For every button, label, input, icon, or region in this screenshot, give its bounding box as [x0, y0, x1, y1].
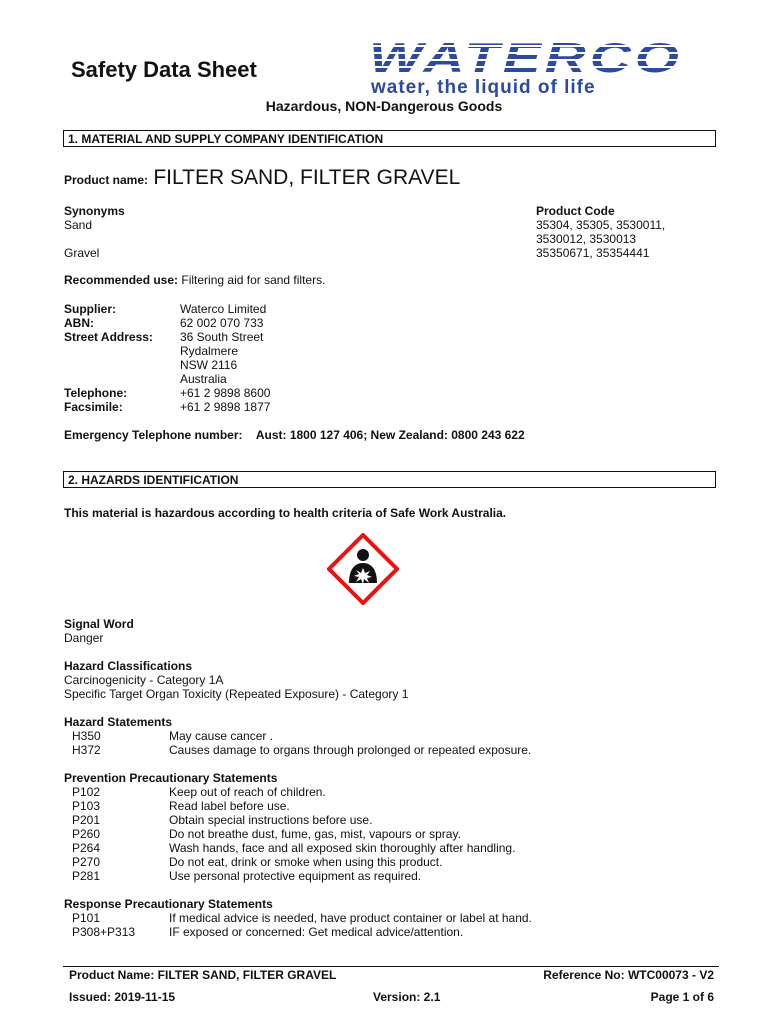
statement-code: P281 — [72, 869, 101, 883]
statement-code: P308+P313 — [72, 925, 136, 939]
abn-value: 62 002 070 733 — [180, 316, 264, 330]
statement-code: P260 — [72, 827, 101, 841]
hazard-classification-item: Specific Target Organ Toxicity (Repeated Exposure) - Category 1 — [64, 687, 409, 701]
footer-divider — [63, 966, 719, 967]
section-1-heading: 1. MATERIAL AND SUPPLY COMPANY IDENTIFICATION — [63, 130, 716, 147]
product-name-label: Product name: — [64, 173, 149, 187]
hazard-statements-label: Hazard Statements — [64, 715, 173, 729]
emergency-label: Emergency Telephone number: — [64, 428, 243, 442]
product-name-row — [64, 166, 460, 190]
statement-text: Use personal protective equipment as required. — [169, 869, 422, 883]
footer-issued: Issued: 2019-11-15 — [69, 990, 176, 1004]
prevention-statements-label: Prevention Precautionary Statements — [64, 771, 278, 785]
hazard-classification-item: Carcinogenicity - Category 1A — [64, 673, 224, 687]
street-address-line: Rydalmere — [180, 344, 239, 358]
product-code-line: 35304, 35305, 3530011, — [536, 218, 666, 232]
statement-text: Do not eat, drink or smoke when using this product. — [169, 855, 443, 869]
street-address-line: NSW 2116 — [180, 358, 238, 372]
logo-tagline: water, the liquid of life — [371, 77, 596, 98]
section-2-heading: 2. HAZARDS IDENTIFICATION — [63, 471, 716, 488]
statement-text: Causes damage to organs through prolonged or repeated exposure. — [169, 743, 532, 757]
statement-text: If medical advice is needed, have product container or label at hand. — [169, 911, 532, 925]
statement-text: Do not breathe dust, fume, gas, mist, vapours or spray. — [169, 827, 461, 841]
statement-text: Wash hands, face and all exposed skin thoroughly after handling. — [169, 841, 516, 855]
statement-text: Keep out of reach of children. — [169, 785, 326, 799]
emergency-row — [64, 428, 525, 442]
statement-text: Obtain special instructions before use. — [169, 813, 373, 827]
telephone-value: +61 2 9898 8600 — [180, 386, 271, 400]
signal-word-label: Signal Word — [64, 617, 134, 631]
street-address-label: Street Address: — [64, 330, 153, 344]
product-code-line: 3530012, 3530013 — [536, 232, 637, 246]
statement-code: H350 — [72, 729, 101, 743]
statement-code: P102 — [72, 785, 101, 799]
synonyms-label: Synonyms — [64, 204, 125, 218]
logo-word: WATERCO — [369, 40, 768, 76]
statement-code: P270 — [72, 855, 101, 869]
statement-code: P264 — [72, 841, 101, 855]
street-address-line: 36 South Street — [180, 330, 264, 344]
footer-product-name: Product Name: FILTER SAND, FILTER GRAVEL — [69, 968, 337, 982]
health-hazard-icon — [327, 533, 399, 605]
facsimile-value: +61 2 9898 1877 — [180, 400, 271, 414]
product-name-value: FILTER SAND, FILTER GRAVEL — [153, 166, 461, 189]
recommended-use-label: Recommended use: — [64, 273, 179, 287]
statement-text: IF exposed or concerned: Get medical advice/attention. — [169, 925, 464, 939]
emergency-value: Aust: 1800 127 406; New Zealand: 0800 243 622 — [255, 428, 525, 442]
supplier-label: Supplier: — [64, 302, 117, 316]
telephone-label: Telephone: — [64, 386, 128, 400]
footer-page: Page 1 of 6 — [650, 990, 714, 1004]
statement-code: P101 — [72, 911, 101, 925]
recommended-use-value: Filtering aid for sand filters. — [181, 273, 326, 287]
statement-text: May cause cancer . — [169, 729, 274, 743]
hazard-intro: This material is hazardous according to health criteria of Safe Work Australia. — [64, 506, 507, 520]
document-subtitle: Hazardous, NON-Dangerous Goods — [265, 98, 503, 114]
waterco-logo — [369, 34, 715, 100]
hazard-classifications-label: Hazard Classifications — [64, 659, 193, 673]
supplier-value: Waterco Limited — [180, 302, 267, 316]
statement-text: Read label before use. — [169, 799, 290, 813]
synonym-item: Sand — [64, 218, 93, 232]
facsimile-label: Facsimile: — [64, 400, 123, 414]
product-code-line: 35350671, 35354441 — [536, 246, 650, 260]
abn-label: ABN: — [64, 316, 94, 330]
synonym-item: Gravel — [64, 246, 100, 260]
statement-code: H372 — [72, 743, 101, 757]
footer-reference: Reference No: WTC00073 - V2 — [543, 968, 714, 982]
product-code-label: Product Code — [536, 204, 615, 218]
response-statements-label: Response Precautionary Statements — [64, 897, 273, 911]
statement-code: P201 — [72, 813, 101, 827]
recommended-use — [64, 273, 325, 287]
footer-version: Version: 2.1 — [373, 990, 441, 1004]
statement-code: P103 — [72, 799, 101, 813]
street-address-line: Australia — [180, 372, 227, 386]
document-title: Safety Data Sheet — [71, 57, 257, 82]
signal-word-value: Danger — [64, 631, 104, 645]
